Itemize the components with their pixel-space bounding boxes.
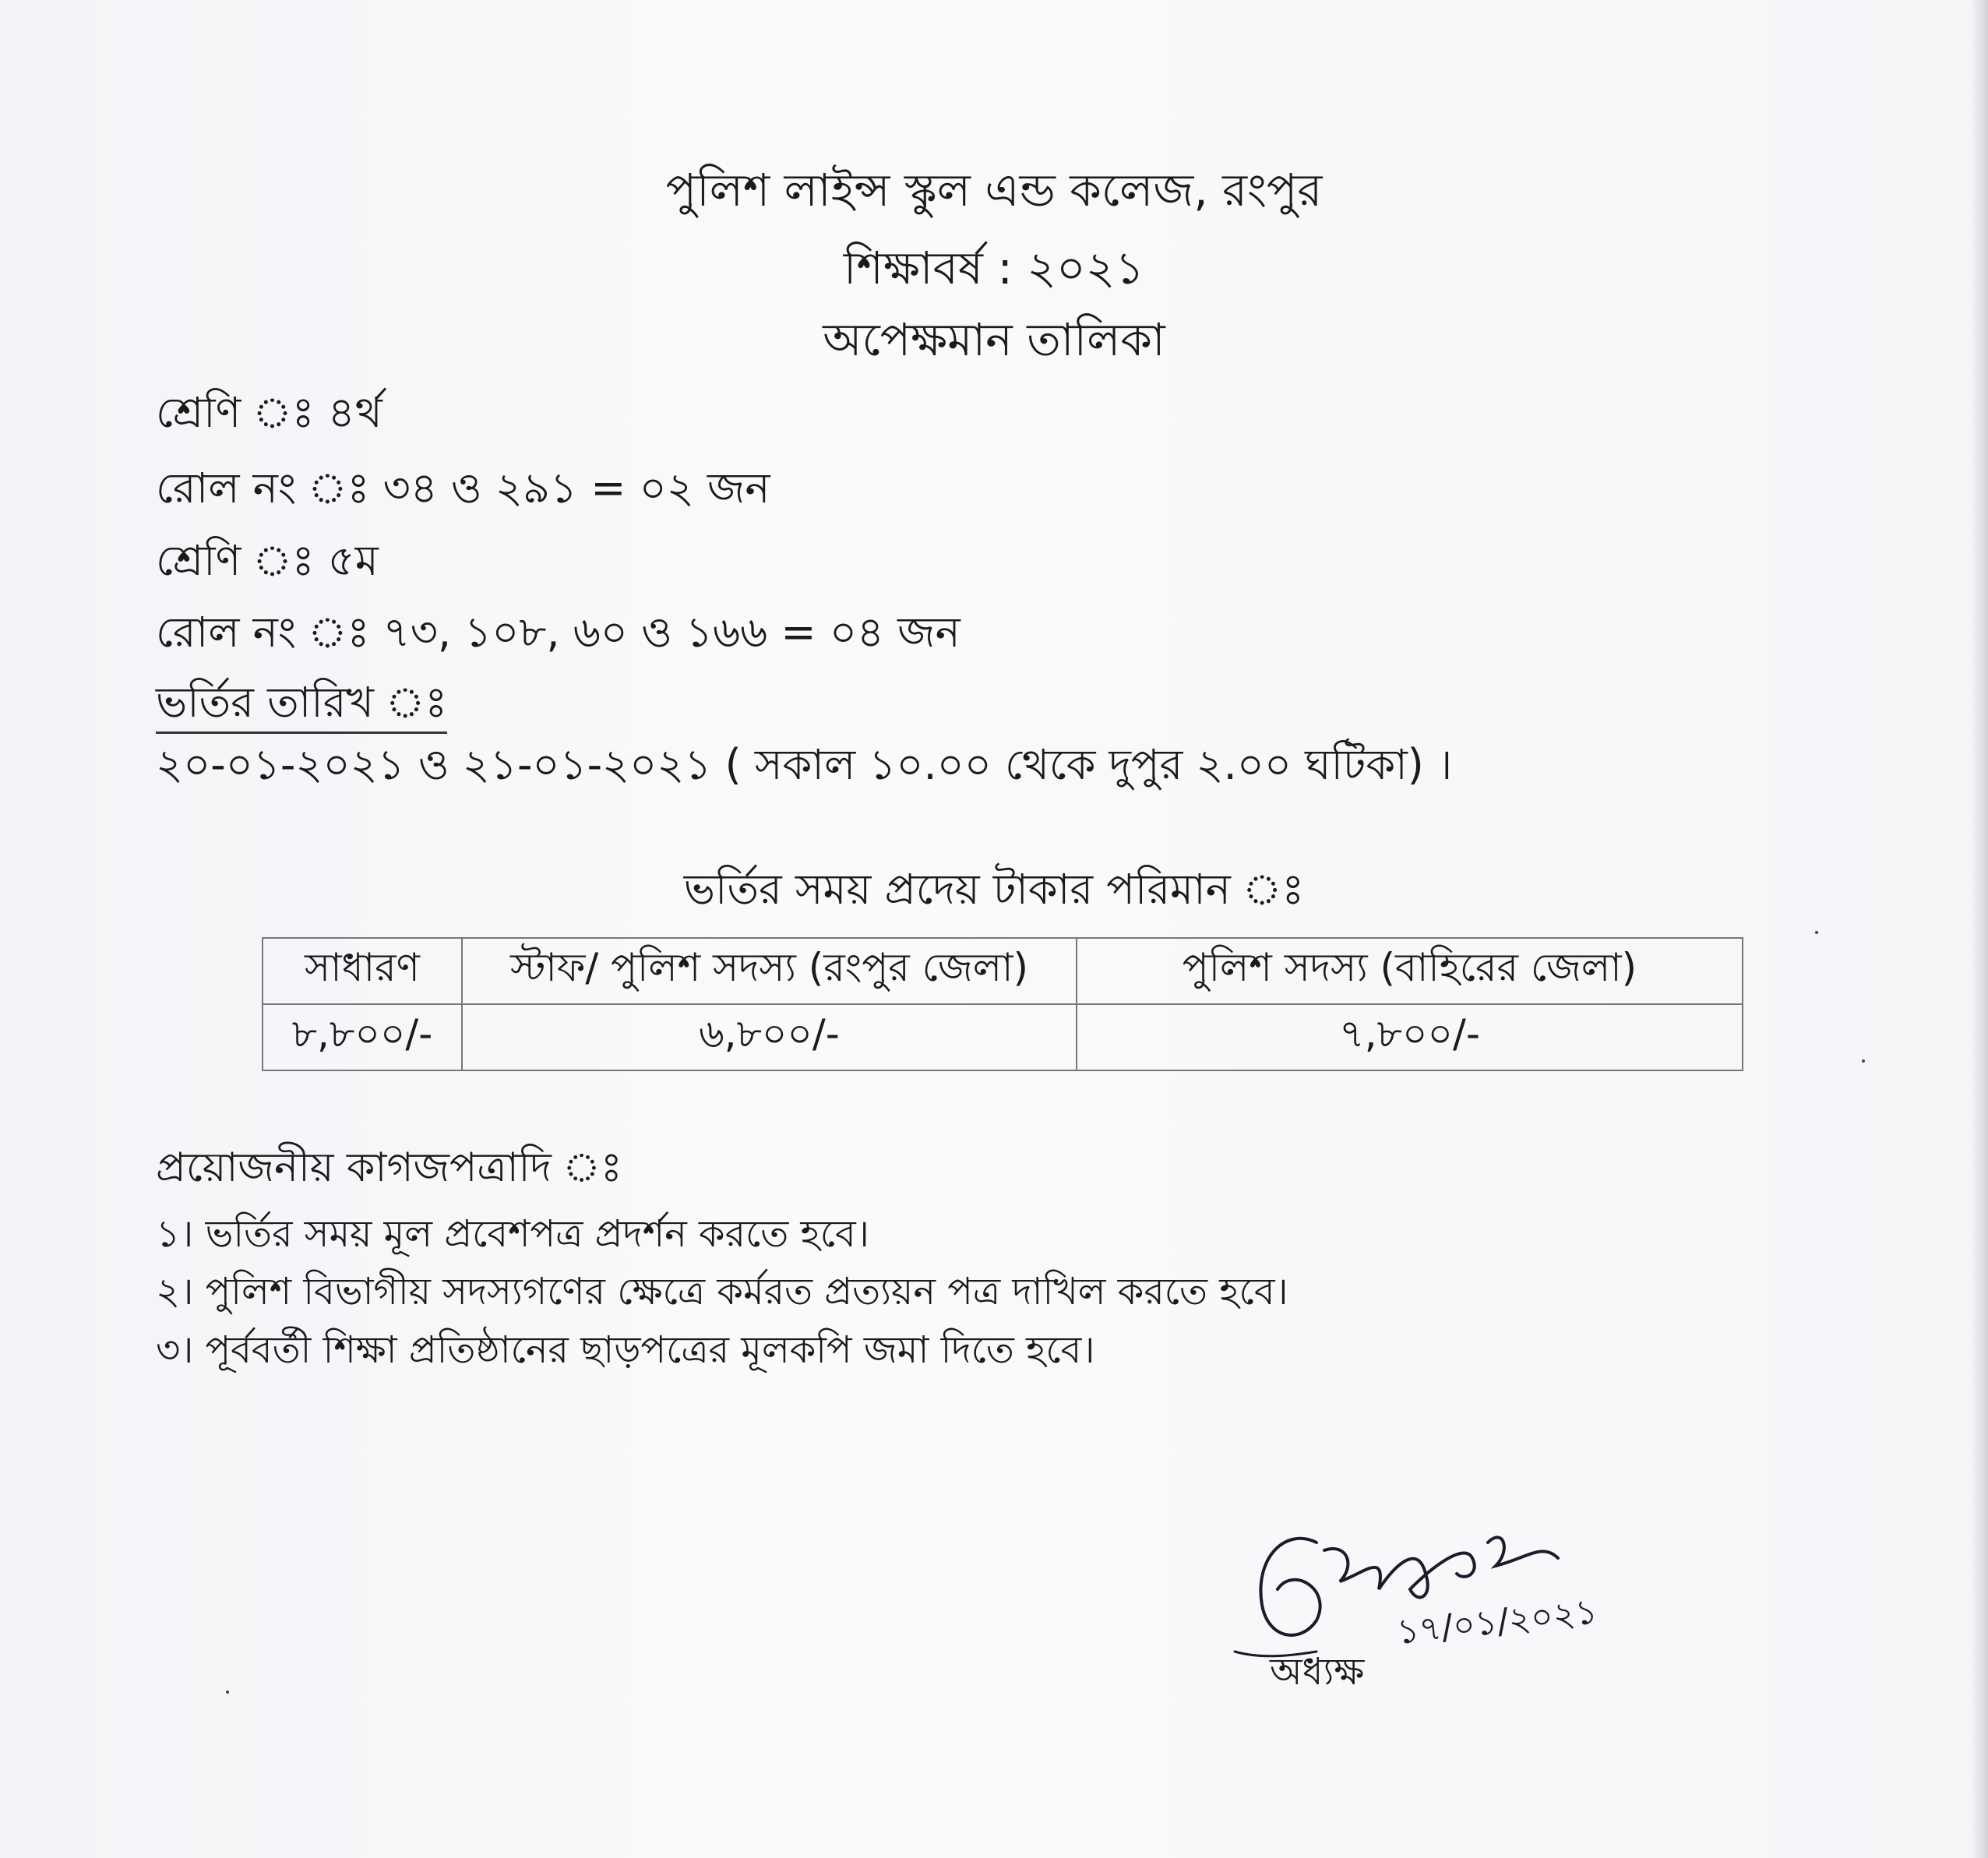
fee-heading: ভর্তির সময় প্রদেয় টাকার পরিমান ঃ [683, 865, 1305, 914]
fee-col-staff-local: স্টাফ/ পুলিশ সদস্য (রংপুর জেলা) [462, 938, 1077, 1004]
principal-title: অধ্যক্ষ [1270, 1650, 1365, 1694]
class-4-rolls: রোল নং ঃ ৩৪ ও ২৯১ = ০২ জন [156, 464, 770, 513]
admission-date-heading: ভর্তির তারিখ ঃ [156, 670, 447, 740]
fee-table-header-row [263, 938, 1743, 1004]
fee-col-police-outside: পুলিশ সদস্য (বাহিরের জেলা) [1077, 938, 1743, 1004]
fee-value-staff-local: ৬,৮০০/- [462, 1004, 1077, 1070]
class-4-label: শ্রেণি ঃ ৪র্থ [156, 388, 382, 437]
document-item-3: ৩। পূর্ববর্তী শিক্ষা প্রতিষ্ঠানের ছাড়পত্রের মূলকপি জমা দিতে হবে। [156, 1328, 1095, 1372]
fee-col-general: সাধারণ [263, 938, 462, 1004]
class-5-rolls: রোল নং ঃ ৭৩, ১০৮, ৬০ ও ১৬৬ = ০৪ জন [156, 608, 961, 657]
fee-value-general: ৮,৮০০/- [263, 1004, 462, 1070]
documents-heading: প্রয়োজনীয় কাগজপত্রাদি ঃ [156, 1144, 622, 1191]
speck [226, 1691, 229, 1694]
speck [1815, 931, 1818, 934]
speck [1862, 1059, 1865, 1063]
class-5-label: শ্রেণি ঃ ৫ম [156, 536, 379, 585]
fee-table-value-row [263, 1004, 1743, 1070]
document-item-1: ১। ভর্তির সময় মূল প্রবেশপত্র প্রদর্শন করতে হবে। [156, 1212, 869, 1256]
fee-value-police-outside: ৭,৮০০/- [1077, 1004, 1743, 1070]
document-item-2: ২। পুলিশ বিভাগীয় সদস্যগণের ক্ষেত্রে কর্মরত প্রত্যয়ন পত্র দাখিল করতে হবে। [156, 1270, 1288, 1313]
admission-date-text: ২০-০১-২০২১ ও ২১-০১-২০২১ ( সকাল ১০.০০ থেকে দুপুর ২.০০ ঘটিকা) । [156, 740, 1453, 789]
session-year: শিক্ষাবর্ষ : ২০২১ [843, 242, 1145, 294]
fee-table [262, 937, 1743, 1071]
institution-name: পুলিশ লাইন্স স্কুল এন্ড কলেজ, রংপুর [665, 164, 1323, 217]
signature-date: ১৭/০১/২০২১ [1394, 1592, 1600, 1652]
list-title: অপেক্ষমান তালিকা [823, 313, 1165, 366]
